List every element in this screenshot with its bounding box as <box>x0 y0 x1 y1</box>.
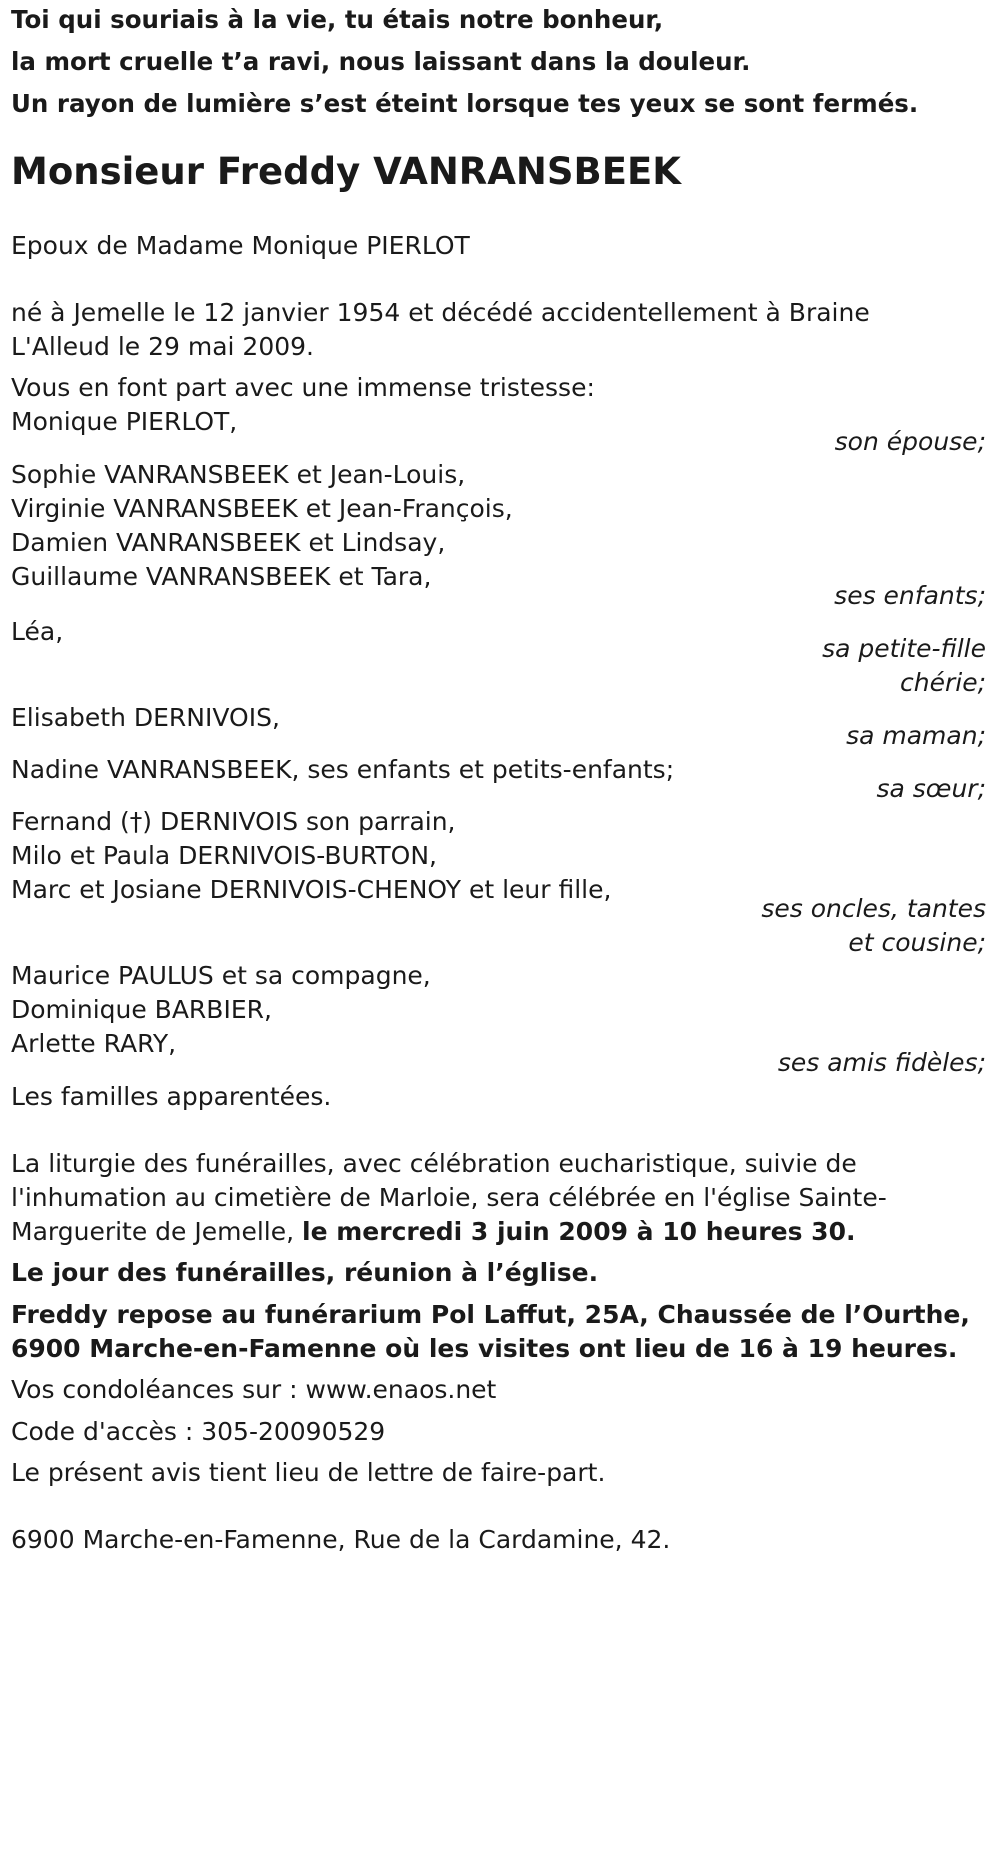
birth-death-line-1: né à Jemelle le 12 janvier 1954 et décédé accidentellement à Braine <box>11 298 870 327</box>
funerarium-line-1: Freddy repose au funérarium Pol Laffut, 25A, Chaussée de l’Ourthe, <box>11 1300 970 1329</box>
mourner-name: Damien VANRANSBEEK et Lindsay, <box>11 528 446 557</box>
liturgy-place: Marguerite de Jemelle, <box>11 1217 303 1246</box>
mourner-name: Virginie VANRANSBEEK et Jean-François, <box>11 494 513 523</box>
spouse-line: Epoux de Madame Monique PIERLOT <box>11 231 470 260</box>
relationship-label: sa petite-fille <box>822 634 986 663</box>
notice-line: Le présent avis tient lieu de lettre de faire-part. <box>11 1458 606 1487</box>
liturgy-date: le mercredi 3 juin 2009 à 10 heures 30. <box>302 1217 856 1246</box>
funerarium-line-2: 6900 Marche-en-Famenne où les visites ont lieu de 16 à 19 heures. <box>11 1334 958 1363</box>
mourner-name: Sophie VANRANSBEEK et Jean-Louis, <box>11 460 466 489</box>
deceased-name: Monsieur Freddy VANRANSBEEK <box>11 150 681 193</box>
relationship-label: son épouse; <box>834 427 986 456</box>
address-line: 6900 Marche-en-Famenne, Rue de la Cardamine, 42. <box>11 1525 671 1554</box>
poem-line-1: Toi qui souriais à la vie, tu étais notre bonheur, <box>11 5 664 34</box>
mourner-name: Guillaume VANRANSBEEK et Tara, <box>11 562 432 591</box>
relationship-label: chérie; <box>900 668 986 697</box>
relationship-label: sa maman; <box>846 721 986 750</box>
mourner-name: Marc et Josiane DERNIVOIS-CHENOY et leur fille, <box>11 875 612 904</box>
mourner-name: Milo et Paula DERNIVOIS-BURTON, <box>11 841 437 870</box>
relationship-label: ses amis fidèles; <box>777 1048 986 1077</box>
liturgy-line-1: La liturgie des funérailles, avec célébration eucharistique, suivie de <box>11 1149 857 1178</box>
liturgy-line-2: l'inhumation au cimetière de Marloie, sera célébrée en l'église Sainte- <box>11 1183 887 1212</box>
relationship-label: ses oncles, tantes <box>761 894 986 923</box>
mourner-name: Maurice PAULUS et sa compagne, <box>11 961 431 990</box>
mourner-name: Elisabeth DERNIVOIS, <box>11 703 280 732</box>
announce-intro: Vous en font part avec une immense tristesse: <box>11 373 595 402</box>
related-families: Les familles apparentées. <box>11 1082 332 1111</box>
poem-line-3: Un rayon de lumière s’est éteint lorsque tes yeux se sont fermés. <box>11 89 919 118</box>
mourner-name: Dominique BARBIER, <box>11 995 272 1024</box>
relationship-label: ses enfants; <box>834 581 986 610</box>
birth-death-line-2: L'Alleud le 29 mai 2009. <box>11 332 315 361</box>
reunion-note: Le jour des funérailles, réunion à l’église. <box>11 1258 599 1287</box>
mourner-name: Arlette RARY, <box>11 1029 177 1058</box>
access-code: Code d'accès : 305-20090529 <box>11 1417 386 1446</box>
relationship-label: et cousine; <box>848 928 986 957</box>
mourner-name: Léa, <box>11 617 64 646</box>
relationship-label: sa sœur; <box>876 774 986 803</box>
poem-line-2: la mort cruelle t’a ravi, nous laissant dans la douleur. <box>11 47 751 76</box>
mourner-name: Fernand (†) DERNIVOIS son parrain, <box>11 807 456 836</box>
condolences-line: Vos condoléances sur : www.enaos.net <box>11 1375 497 1404</box>
liturgy-line-3 <box>11 1215 855 1249</box>
mourner-name: Nadine VANRANSBEEK, ses enfants et petits-enfants; <box>11 755 675 784</box>
mourner-name: Monique PIERLOT, <box>11 407 238 436</box>
